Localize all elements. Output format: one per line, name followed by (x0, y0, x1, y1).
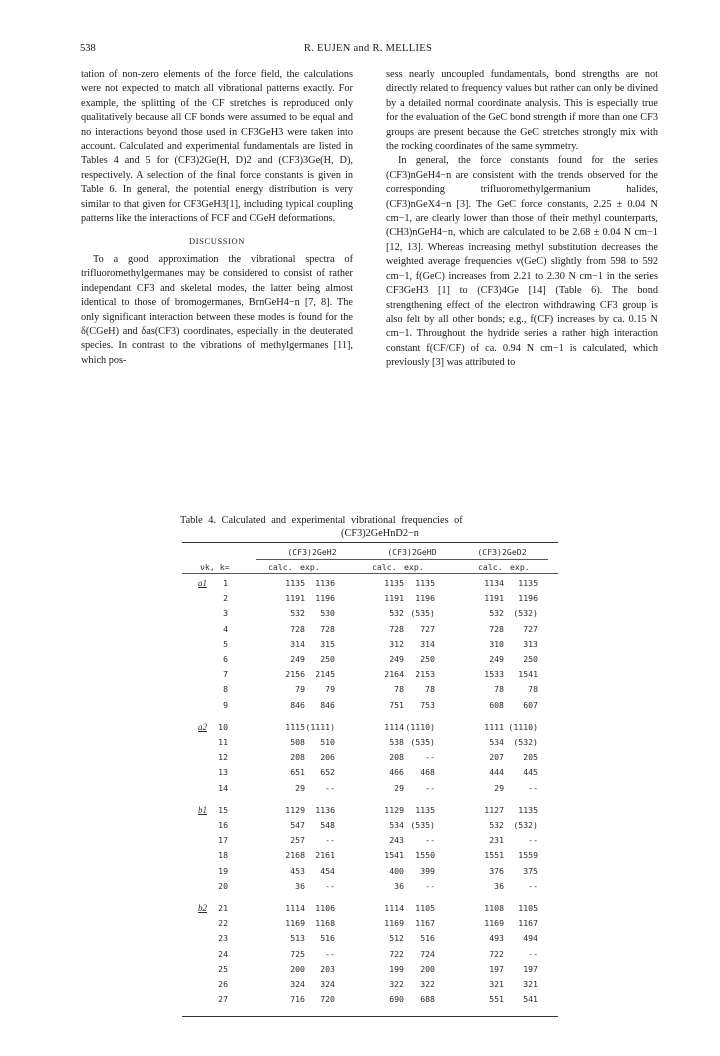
calc-frequency-cell: 36 (295, 880, 305, 891)
exp-frequency-cell: 1196 (518, 593, 538, 604)
exp-frequency-cell: 205 (523, 752, 538, 763)
exp-frequency-cell: -- (325, 948, 335, 959)
calc-frequency-cell: 1169 (285, 918, 305, 929)
exp-frequency-cell: 250 (320, 654, 335, 664)
calc-frequency-cell: 728 (389, 623, 404, 634)
calc-frequency-cell: 78 (394, 684, 404, 695)
mode-index: 17 (218, 835, 228, 846)
exp-frequency-cell: 1168 (315, 918, 335, 929)
mode-index: 4 (223, 623, 228, 634)
symmetry-species-label: a1 (198, 578, 207, 588)
body-paragraph: tation of non-zero elements of the force field, the calculations were not expected to match all vibrational patterns exactly. For example, the splitting of the CF stretches is reproduced only qualitatively because all CF bonds were assumed to be equal and no interactions beyond those used in CF3GeH3 were taken into account. Calculated and experimental fundamentals are listed in Tables 4 and 5 for (CF3)2Ge(H, D)2 and (CF3)3Ge(H, D), respectively. A selection of the final force constants is given in Table 6. In general, the potential energy distribution is very similar to that given for CF3GeH3[1], including typical coupling patterns like the interactions of FCF and CGeH deformations. (81, 69, 353, 225)
exp-frequency-cell: -- (325, 782, 335, 793)
calc-frequency-cell: 200 (290, 963, 305, 974)
exp-frequency-cell: 1167 (415, 918, 435, 929)
mode-index: 27 (218, 994, 228, 1005)
calc-frequency-cell: 1191 (384, 593, 404, 604)
symmetry-species-label: b1 (198, 804, 207, 815)
calc-frequency-cell: 2168 (285, 850, 305, 861)
calc-frequency-cell: 453 (290, 865, 305, 876)
calc-frequency-cell: 257 (290, 835, 305, 846)
calc-frequency-cell: 1129 (384, 804, 404, 815)
exp-frequency-cell: 2153 (415, 669, 435, 680)
section-heading: DISCUSSION (188, 236, 246, 247)
calc-frequency-cell: 249 (290, 654, 305, 664)
calc-frequency-cell: 551 (489, 994, 504, 1005)
exp-frequency-cell: 1559 (518, 850, 538, 861)
calc-frequency-cell: 29 (295, 782, 305, 793)
calc-frequency-cell: 314 (290, 638, 305, 649)
mode-index-header: νk, k= (200, 562, 230, 572)
exp-frequency-cell: 494 (523, 933, 538, 944)
body-paragraph: sess nearly uncoupled fundamentals, bond strengths are not directly related to frequency values but rather can only be divined by a detailed normal coordinate analysis. This is especially true for the evaluation of the GeC bond strength if more than one CF3 groups are present because the GeC stretches strongly mix with the rocking coordinates of the same symmetry. (386, 69, 658, 153)
exp-frequency-cell: 1135 (415, 578, 435, 588)
calc-frequency-cell: 444 (489, 767, 504, 778)
calc-frequency-cell: 532 (389, 608, 404, 619)
exp-frequency-cell: 454 (320, 865, 335, 876)
calc-frequency-cell: 532 (489, 820, 504, 830)
exp-frequency-cell: 445 (523, 767, 538, 778)
exp-frequency-cell: 2145 (315, 669, 335, 680)
exp-frequency-cell: 1135 (518, 578, 538, 588)
mode-index: 2 (223, 593, 228, 604)
exp-frequency-cell: (1110) (508, 721, 538, 732)
calc-frequency-cell: 207 (489, 752, 504, 763)
exp-frequency-cell: 1135 (518, 804, 538, 815)
calc-frequency-cell: 1541 (384, 850, 404, 861)
exp-frequency-cell: 1136 (315, 578, 335, 588)
exp-frequency-cell: 516 (420, 933, 435, 944)
calc-frequency-cell: 29 (394, 782, 404, 793)
calc-frequency-cell: 1191 (285, 593, 305, 604)
exp-frequency-cell: 724 (420, 948, 435, 959)
calc-frequency-cell: 547 (290, 820, 305, 830)
calc-frequency-cell: 1111 (484, 721, 504, 732)
exp-frequency-cell: 250 (420, 654, 435, 664)
exp-frequency-cell: -- (528, 835, 538, 846)
value-column-header: calc. (478, 562, 503, 572)
mode-index: 6 (223, 654, 228, 664)
exp-frequency-cell: 200 (420, 963, 435, 974)
calc-frequency-cell: 513 (290, 933, 305, 944)
exp-frequency-cell: (532) (513, 608, 538, 619)
mode-index: 16 (218, 820, 228, 830)
calc-frequency-cell: 532 (489, 608, 504, 619)
calc-frequency-cell: 208 (389, 752, 404, 763)
calc-frequency-cell: 322 (389, 979, 404, 989)
exp-frequency-cell: (535) (410, 608, 435, 619)
calc-frequency-cell: 400 (389, 865, 404, 876)
calc-frequency-cell: 376 (489, 865, 504, 876)
exp-frequency-cell: 652 (320, 767, 335, 778)
calc-frequency-cell: 722 (489, 948, 504, 959)
column-group-header: (CF3)2GeD2 (477, 547, 527, 557)
mode-index: 10 (218, 721, 228, 732)
calc-frequency-cell: 36 (394, 880, 404, 891)
calc-frequency-cell: 534 (489, 737, 504, 747)
mode-index: 24 (218, 948, 228, 959)
calc-frequency-cell: 79 (295, 684, 305, 695)
left-column (81, 68, 353, 368)
mode-index: 14 (218, 782, 228, 793)
calc-frequency-cell: 725 (290, 948, 305, 959)
calc-frequency-cell: 197 (489, 963, 504, 974)
calc-frequency-cell: 512 (389, 933, 404, 944)
mode-index: 8 (223, 684, 228, 695)
exp-frequency-cell: 727 (420, 623, 435, 634)
calc-frequency-cell: 1129 (285, 804, 305, 815)
calc-frequency-cell: 508 (290, 737, 305, 747)
exp-frequency-cell: 313 (523, 638, 538, 649)
exp-frequency-cell: 2161 (315, 850, 335, 861)
calc-frequency-cell: 728 (489, 623, 504, 634)
calc-frequency-cell: 534 (389, 820, 404, 830)
mode-index: 13 (218, 767, 228, 778)
exp-frequency-cell: 375 (523, 865, 538, 876)
table-top-rule (182, 542, 558, 543)
exp-frequency-cell: 846 (320, 699, 335, 710)
exp-frequency-cell: 1196 (315, 593, 335, 604)
calc-frequency-cell: 1127 (484, 804, 504, 815)
calc-frequency-cell: 324 (290, 979, 305, 989)
calc-frequency-cell: 29 (494, 782, 504, 793)
calc-frequency-cell: 249 (489, 654, 504, 664)
calc-frequency-cell: 1114 (384, 721, 404, 732)
exp-frequency-cell: 78 (528, 684, 538, 695)
page-number: 538 (80, 43, 96, 54)
exp-frequency-cell: 1135 (415, 804, 435, 815)
mode-index: 5 (223, 638, 228, 649)
table-caption-formula: (CF3)2GeHnD2−n (341, 528, 419, 539)
calc-frequency-cell: 716 (290, 994, 305, 1005)
mode-index: 18 (218, 850, 228, 861)
calc-frequency-cell: 310 (489, 638, 504, 649)
exp-frequency-cell: 688 (420, 994, 435, 1005)
calc-frequency-cell: 249 (389, 654, 404, 664)
mode-index: 23 (218, 933, 228, 944)
value-column-header: exp. (300, 562, 320, 572)
calc-frequency-cell: 466 (389, 767, 404, 778)
calc-frequency-cell: 199 (389, 963, 404, 974)
calc-frequency-cell: 651 (290, 767, 305, 778)
value-column-header: exp. (404, 562, 424, 572)
exp-frequency-cell: 728 (320, 623, 335, 634)
exp-frequency-cell: -- (528, 782, 538, 793)
calc-frequency-cell: 690 (389, 994, 404, 1005)
mode-index: 3 (223, 608, 228, 619)
calc-frequency-cell: 1115 (285, 721, 305, 732)
calc-frequency-cell: 1134 (484, 578, 504, 588)
exp-frequency-cell: -- (325, 880, 335, 891)
calc-frequency-cell: 2164 (384, 669, 404, 680)
mode-index: 9 (223, 699, 228, 710)
calc-frequency-cell: 231 (489, 835, 504, 846)
exp-frequency-cell: 315 (320, 638, 335, 649)
calc-frequency-cell: 208 (290, 752, 305, 763)
calc-frequency-cell: 1169 (484, 918, 504, 929)
table-caption (180, 514, 560, 540)
exp-frequency-cell: 548 (320, 820, 335, 830)
symmetry-species-label: a2 (198, 721, 207, 732)
exp-frequency-cell: 753 (420, 699, 435, 710)
exp-frequency-cell: 516 (320, 933, 335, 944)
exp-frequency-cell: 203 (320, 963, 335, 974)
exp-frequency-cell: 1136 (315, 804, 335, 815)
exp-frequency-cell: 468 (420, 767, 435, 778)
exp-frequency-cell: -- (325, 835, 335, 846)
exp-frequency-cell: -- (425, 752, 435, 763)
calc-frequency-cell: 321 (489, 979, 504, 989)
calc-frequency-cell: 78 (494, 684, 504, 695)
calc-frequency-cell: 728 (290, 623, 305, 634)
mode-index: 12 (218, 752, 228, 763)
exp-frequency-cell: -- (425, 782, 435, 793)
symmetry-species-label: b2 (198, 903, 207, 913)
exp-frequency-cell: 510 (320, 737, 335, 747)
calc-frequency-cell: 1533 (484, 669, 504, 680)
exp-frequency-cell: 607 (523, 699, 538, 710)
mode-index: 26 (218, 979, 228, 989)
exp-frequency-cell: 324 (320, 979, 335, 989)
exp-frequency-cell: 197 (523, 963, 538, 974)
exp-frequency-cell: 79 (325, 684, 335, 695)
body-paragraph: To a good approximation the vibrational spectra of trifluoromethylgermanes may be considered to consist of rather independant CF3 and skeletal modes, the latter being almost identical to those of bromogermanes, BrnGeH4−n [7, 8]. The only significant interaction between these modes is found for the δ(CGeH) and δas(CF3) coordinates, especially in the deuterated species. In contrast to the vibrations of methylgermanes [11], which pos- (81, 253, 353, 366)
exp-frequency-cell: 541 (523, 994, 538, 1005)
column-group-header: (CF3)2GeH2 (287, 547, 337, 557)
exp-frequency-cell: 727 (523, 623, 538, 634)
exp-frequency-cell: 1167 (518, 918, 538, 929)
mode-index: 19 (218, 865, 228, 876)
mode-index: 15 (218, 804, 228, 815)
exp-frequency-cell: 1105 (415, 903, 435, 913)
mode-index: 20 (218, 880, 228, 891)
exp-frequency-cell: (535) (410, 820, 435, 830)
calc-frequency-cell: 1108 (484, 903, 504, 913)
exp-frequency-cell: (532) (513, 737, 538, 747)
calc-frequency-cell: 1114 (285, 903, 305, 913)
exp-frequency-cell: 1106 (315, 903, 335, 913)
right-column (386, 68, 658, 371)
exp-frequency-cell: 530 (320, 608, 335, 619)
exp-frequency-cell: (532) (513, 820, 538, 830)
mode-index: 21 (218, 903, 228, 913)
exp-frequency-cell: 322 (420, 979, 435, 989)
calc-frequency-cell: 608 (489, 699, 504, 710)
mode-index: 22 (218, 918, 228, 929)
exp-frequency-cell: 78 (425, 684, 435, 695)
running-head-authors: R. EUJEN and R. MELLIES (303, 43, 433, 54)
calc-frequency-cell: 1135 (384, 578, 404, 588)
exp-frequency-cell: 1105 (518, 903, 538, 913)
calc-frequency-cell: 493 (489, 933, 504, 944)
mode-index: 7 (223, 669, 228, 680)
calc-frequency-cell: 2156 (285, 669, 305, 680)
calc-frequency-cell: 846 (290, 699, 305, 710)
calc-frequency-cell: 532 (290, 608, 305, 619)
running-head (80, 43, 656, 59)
table-bottom-rule (182, 1016, 558, 1017)
mode-index: 25 (218, 963, 228, 974)
exp-frequency-cell: 206 (320, 752, 335, 763)
mode-index: 1 (223, 578, 228, 588)
table-caption-line: Table 4. Calculated and experimental vibrational frequencies of (180, 515, 463, 526)
exp-frequency-cell: 399 (420, 865, 435, 876)
exp-frequency-cell: (1111) (305, 721, 335, 732)
calc-frequency-cell: 1551 (484, 850, 504, 861)
exp-frequency-cell: 1541 (518, 669, 538, 680)
calc-frequency-cell: 243 (389, 835, 404, 846)
value-column-header: calc. (268, 562, 293, 572)
exp-frequency-cell: 250 (523, 654, 538, 664)
calc-frequency-cell: 1191 (484, 593, 504, 604)
calc-frequency-cell: 751 (389, 699, 404, 710)
exp-frequency-cell: -- (528, 948, 538, 959)
column-group-header: (CF3)2GeHD (387, 547, 437, 557)
exp-frequency-cell: 314 (420, 638, 435, 649)
exp-frequency-cell: -- (425, 835, 435, 846)
calc-frequency-cell: 1169 (384, 918, 404, 929)
value-column-header: calc. (372, 562, 397, 572)
calc-frequency-cell: 538 (389, 737, 404, 747)
calc-frequency-cell: 36 (494, 880, 504, 891)
body-paragraph: In general, the force constants found for the series (CF3)nGeH4−n are consistent with the trends observed for the corresponding trifluoromethylgermanium halides, (CF3)nGeX4−n [3]. The GeC force constants, 2.25 ± 0.04 N cm−1, are clearly lower than those of their methyl counterparts, (CH3)nGeH4−n, which are calculated to be 2.68 ± 0.04 N cm−1 [12, 13]. Whereas increasing methyl substitution decreases the weighted average frequencies ν(GeC) slightly from 598 to 592 cm−1, f(GeC) increases from 2.21 to 2.30 N cm−1 in the series CF3GeH3 [1] to (CF3)4Ge [14] (Table 6). The bond strengthening effect of the electron withdrawing CF3 group is also felt by all other bonds; e.g., f(CF) increases by ca. 0.15 N cm−1. Throughout the hydride series a rather high interaction constant f(CF/CF) of ca. 0.94 N cm−1 is calculated, which previously [3] was attributed to (386, 155, 658, 369)
exp-frequency-cell: -- (528, 880, 538, 891)
mode-index: 11 (218, 737, 228, 747)
calc-frequency-cell: 722 (389, 948, 404, 959)
exp-frequency-cell: 1196 (415, 593, 435, 604)
exp-frequency-cell: (1110) (405, 721, 435, 732)
calc-frequency-cell: 1114 (384, 903, 404, 913)
calc-frequency-cell: 312 (389, 638, 404, 649)
value-column-header: exp. (510, 562, 530, 572)
exp-frequency-cell: 321 (523, 979, 538, 989)
exp-frequency-cell: (535) (410, 737, 435, 747)
calc-frequency-cell: 1135 (285, 578, 305, 588)
exp-frequency-cell: 1550 (415, 850, 435, 861)
exp-frequency-cell: -- (425, 880, 435, 891)
exp-frequency-cell: 720 (320, 994, 335, 1005)
